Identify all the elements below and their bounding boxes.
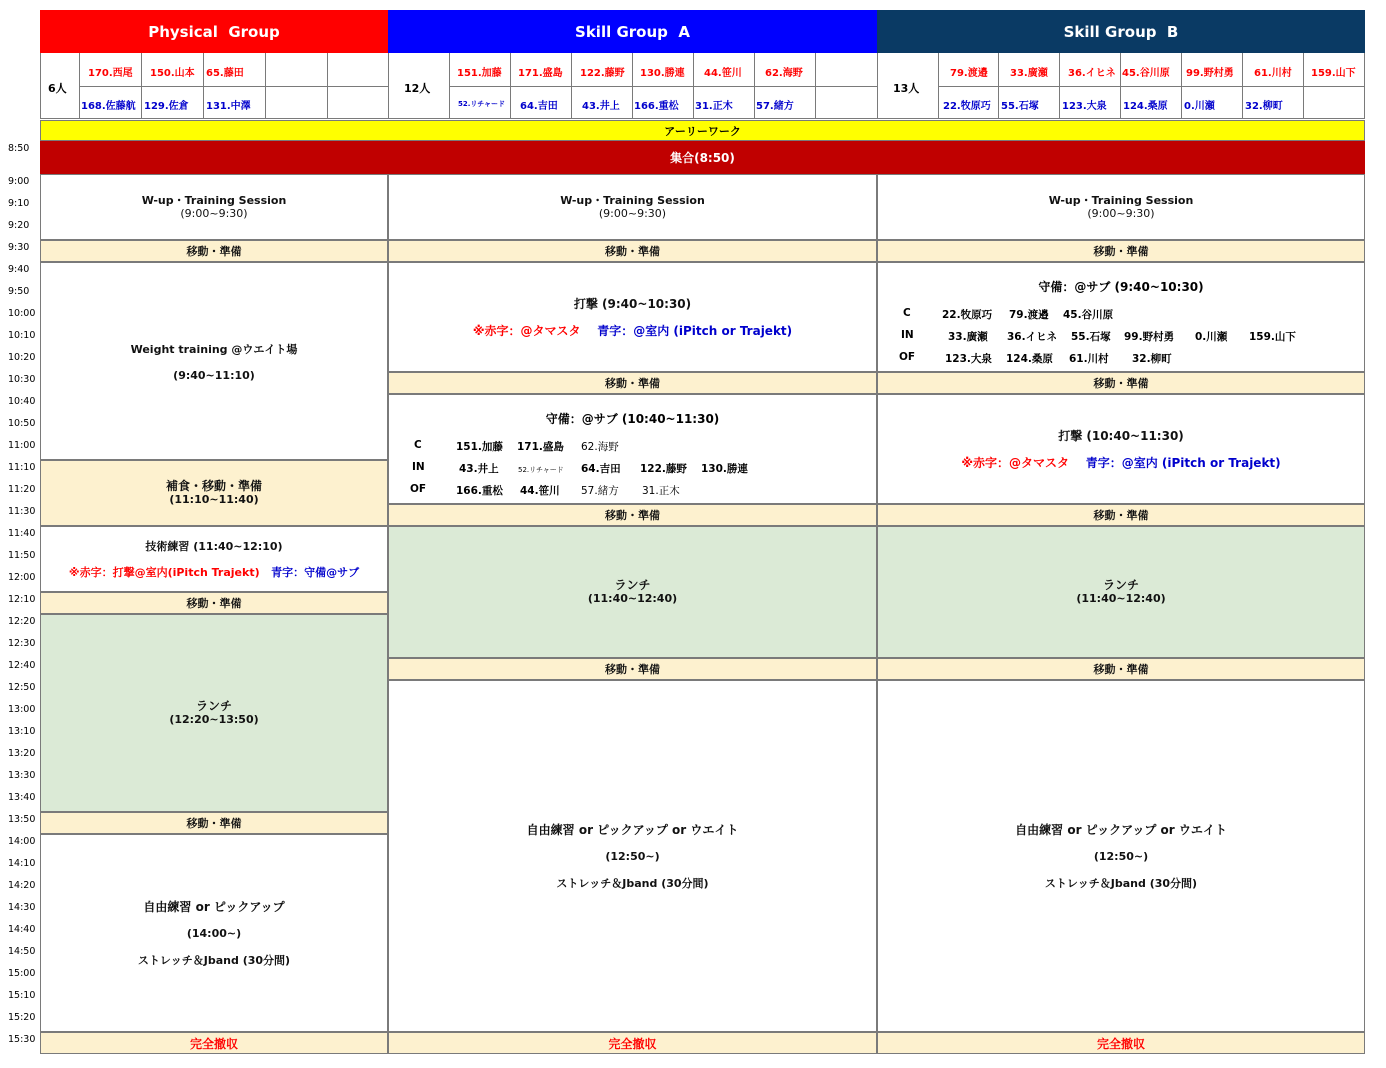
skill-group-a-title: Skill Group A [575,22,690,41]
defense-player: 22.牧原巧 [942,309,993,321]
lunch-time: (11:40~12:40) [587,592,678,605]
defense-player: 99.野村勇 [1124,331,1175,343]
lunch-label: ランチ [614,578,651,592]
time-label: 15:20 [8,1012,36,1023]
roster-divider [938,86,1365,87]
wup-title: W-up・Training Session [1048,194,1194,207]
weight-time: (9:40~11:10) [173,368,255,382]
time-label: 13:50 [8,814,36,825]
time-label: 13:00 [8,704,36,715]
defense-player: 159.山下 [1249,331,1296,343]
free-title: 自由練習 or ピックアップ [143,900,285,914]
time-label: 9:10 [8,198,30,209]
skill-b-defense-block [877,262,1365,372]
skill-group-a-header [388,10,877,53]
roster-name: 44.笹川 [704,68,742,79]
physical-move-prep-3 [40,812,388,834]
roster-col-line [510,53,511,119]
time-label: 12:30 [8,638,36,649]
roster-name: 99.野村勇 [1186,68,1234,79]
roster-name: 32.柳町 [1245,101,1283,112]
roster-name: 129.佐倉 [144,101,189,112]
defense-title: 守備：@サブ (9:40~10:30) [1038,280,1204,294]
tech-note-blue: 青字：守備@サブ [271,566,360,579]
physical-group-header [40,10,388,53]
roster-col-line [327,53,328,119]
roster-name: 166.重松 [634,101,679,112]
time-label: 11:10 [8,462,36,473]
physical-finish-block [40,1032,388,1054]
skill-b-move-prep-1 [877,240,1365,262]
time-label: 14:00 [8,836,36,847]
free-time: (14:00~) [186,927,242,940]
roster-name: 150.山本 [150,68,195,79]
skill-b-finish-block [877,1032,1365,1054]
finish-label: 完全撤収 [189,1036,238,1051]
time-label: 12:20 [8,616,36,627]
move-prep-label: 移動・準備 [1093,377,1149,390]
roster-name: 31.正木 [695,101,733,112]
time-label: 11:50 [8,550,36,561]
roster-col-line [388,53,389,119]
roster-name: 123.大泉 [1062,101,1107,112]
position-label-c: C [903,307,911,319]
time-label: 11:20 [8,484,36,495]
skill-b-wup-block [877,174,1365,240]
physical-tech-block [40,526,388,592]
roster-col-line [938,53,939,119]
tech-note-red: ※赤字：打撃@室内(iPitch Trajekt) [68,566,260,579]
skill-b-move-prep-3 [877,504,1365,526]
time-label: 9:20 [8,220,30,231]
move-prep-label: 移動・準備 [605,245,660,258]
position-label-in: IN [901,329,914,341]
time-label: 10:50 [8,418,36,429]
time-label: 10:00 [8,308,36,319]
roster-col-line [1303,53,1304,119]
finish-label: 完全撤収 [1096,1036,1145,1051]
skill-b-player-count: 13人 [893,82,920,95]
time-label: 9:50 [8,286,30,297]
tech-notes [69,564,359,580]
assembly-label: 集合(8:50) [670,151,735,165]
wup-time: (9:00~9:30) [598,207,667,220]
defense-player: 122.藤野 [640,463,687,475]
physical-lunch-block [40,614,388,812]
roster-name: 36.イヒネ [1068,68,1116,79]
physical-weight-block [40,262,388,460]
roster-col-line [79,53,80,119]
defense-player: 79.渡邉 [1009,309,1049,321]
wup-time: (9:00~9:30) [1087,207,1155,220]
skill-a-defense-block [388,394,877,504]
time-label: 12:00 [8,572,36,583]
batting-note-blue: 青字：@室内 (iPitch or Trajekt) [597,324,793,338]
defense-player: 62.海野 [581,441,619,453]
move-prep-label: 移動・準備 [605,663,660,676]
early-work-label: アーリーワーク [664,124,741,138]
skill-b-batting-block [877,394,1365,504]
roster-col-line [693,53,694,119]
position-label-in: IN [412,461,425,473]
free-time: (12:50~) [605,850,660,863]
roster-name: 55.石塚 [1001,101,1039,112]
free-time: (12:50~) [1093,850,1149,863]
time-label: 14:30 [8,902,36,913]
skill-a-wup-block [388,174,877,240]
snack-title: 補食・移動・準備 [165,479,262,493]
defense-player: 64.吉田 [581,463,621,475]
batting-note-blue: 青字：@室内 (iPitch or Trajekt) [1085,456,1281,470]
skill-b-move-prep-2 [877,372,1365,394]
skill-a-lunch-block [388,526,877,658]
roster-col-line [449,53,450,119]
skill-a-move-prep-1 [388,240,877,262]
roster-name: 124.桑原 [1123,101,1168,112]
roster-name: 122.藤野 [580,68,625,79]
time-label: 11:00 [8,440,36,451]
move-prep-label: 移動・準備 [605,509,660,522]
move-prep-label: 移動・準備 [1093,663,1149,676]
physical-move-prep-2 [40,592,388,614]
roster-name: 131.中澤 [206,101,251,112]
free-title: 自由練習 or ピックアップ or ウエイト [1015,823,1227,837]
time-label: 12:10 [8,594,36,605]
position-label-of: OF [410,483,427,495]
stretch-label: ストレッチ＆Jband (30分間) [1044,877,1198,890]
time-label: 13:20 [8,748,36,759]
roster-name: 171.盛島 [518,68,563,79]
physical-snack-block [40,460,388,526]
skill-group-b-header [877,10,1365,53]
time-label: 14:40 [8,924,36,935]
time-label: 10:10 [8,330,36,341]
roster-name: 33.廣瀬 [1010,68,1048,79]
defense-player: 171.盛島 [517,441,564,453]
move-prep-label: 移動・準備 [186,597,242,610]
skill-a-free-block [388,680,877,1032]
roster-name: 61.川村 [1254,68,1292,79]
defense-player: 166.重松 [456,485,503,497]
skill-a-finish-block [388,1032,877,1054]
time-label: 14:20 [8,880,36,891]
time-label: 9:30 [8,242,30,253]
defense-player: 123.大泉 [945,353,992,365]
physical-free-block [40,834,388,1032]
roster-col-line [877,53,878,119]
skill-a-move-prep-4 [388,658,877,680]
skill-b-move-prep-4 [877,658,1365,680]
defense-player: 31.正木 [642,485,680,497]
time-label: 15:00 [8,968,36,979]
position-label-c: C [414,439,422,451]
lunch-time: (11:40~12:40) [1076,592,1166,605]
move-prep-label: 移動・準備 [1093,245,1149,258]
move-prep-label: 移動・準備 [186,817,242,830]
batting-note-red: ※赤字：@タマスタ [961,456,1069,470]
defense-player: 61.川村 [1069,353,1109,365]
position-label-of: OF [899,351,916,363]
roster-name: 62.海野 [765,68,803,79]
wup-title: W-up・Training Session [141,194,287,207]
roster-col-line [1242,53,1243,119]
defense-player: 130.勝連 [701,463,748,475]
roster-col-line [632,53,633,119]
time-label: 14:50 [8,946,36,957]
roster-name: 170.西尾 [88,68,133,79]
roster-col-line [203,53,204,119]
defense-player: 44.笹川 [520,485,560,497]
time-label: 9:00 [8,176,30,187]
roster-name: 0.川瀬 [1184,101,1215,112]
physical-player-count: 6人 [48,82,67,95]
roster-col-line [998,53,999,119]
weight-title: Weight training @ウエイト場 [130,342,298,356]
skill-b-lunch-block [877,526,1365,658]
time-label: 12:40 [8,660,36,671]
defense-player: 45.谷川原 [1063,309,1114,321]
defense-player: 52.リチャード [518,466,564,474]
defense-player: 124.桑原 [1006,353,1053,365]
roster-name: 22.牧原巧 [943,101,991,112]
time-label: 15:30 [8,1034,36,1045]
stretch-label: ストレッチ＆Jband (30分間) [556,877,709,890]
move-prep-label: 移動・準備 [186,245,242,258]
time-label: 13:10 [8,726,36,737]
time-label: 14:10 [8,858,36,869]
skill-a-move-prep-2 [388,372,877,394]
batting-title: 打撃 (10:40~11:30) [1058,429,1184,443]
time-label: 11:40 [8,528,36,539]
defense-player: 0.川瀬 [1195,331,1228,343]
batting-note-red: ※赤字：@タマスタ [472,324,581,338]
skill-a-player-count: 12人 [404,82,431,95]
time-label: 10:20 [8,352,36,363]
defense-player: 43.井上 [459,463,499,475]
skill-a-move-prep-3 [388,504,877,526]
skill-b-free-block [877,680,1365,1032]
move-prep-label: 移動・準備 [605,377,660,390]
tech-title: 技術練習 (11:40~12:10) [145,540,283,553]
skill-group-b-title: Skill Group B [1063,22,1179,41]
physical-group-title: Physical Group [148,22,280,41]
physical-wup-block [40,174,388,240]
roster-col-line [141,53,142,119]
time-label: 13:30 [8,770,36,781]
time-label: 11:30 [8,506,36,517]
physical-move-prep-1 [40,240,388,262]
roster-col-line [815,53,816,119]
roster-name: 168.佐藤航 [81,101,136,112]
move-prep-label: 移動・準備 [1093,509,1149,522]
time-label: 13:40 [8,792,36,803]
time-label: 8:50 [8,143,30,154]
time-label: 10:30 [8,374,36,385]
defense-player: 55.石塚 [1071,331,1111,343]
lunch-label: ランチ [1102,578,1139,592]
time-label: 10:40 [8,396,36,407]
snack-time: (11:10~11:40) [169,493,259,506]
defense-player: 151.加藤 [456,441,503,453]
stretch-label: ストレッチ＆Jband (30分間) [137,954,291,967]
roster-col-line [265,53,266,119]
batting-notes [473,322,792,339]
defense-player: 36.イヒネ [1007,331,1058,343]
roster-name: 151.加藤 [457,68,502,79]
batting-title: 打撃 (9:40~10:30) [573,297,692,311]
roster-name: 45.谷川原 [1122,68,1170,79]
defense-player: 57.緒方 [581,485,619,497]
roster-name: 64.吉田 [520,101,558,112]
assembly-banner [40,141,1365,174]
time-label: 9:40 [8,264,30,275]
roster-col-line [754,53,755,119]
skill-a-batting-block [388,262,877,372]
roster-name: 65.藤田 [206,68,244,79]
finish-label: 完全撤収 [608,1036,657,1051]
defense-player: 33.廣瀬 [948,331,988,343]
roster-name: 57.緒方 [756,101,794,112]
batting-notes [961,454,1280,471]
roster-name: 130.勝連 [640,68,685,79]
time-label: 12:50 [8,682,36,693]
roster-name: 79.渡邉 [950,68,988,79]
roster-col-line [571,53,572,119]
time-label: 15:10 [8,990,36,1001]
defense-title: 守備：@サブ (10:40~11:30) [545,412,720,426]
roster-divider [79,86,388,87]
roster-divider [449,86,877,87]
roster-name: 43.井上 [582,101,620,112]
lunch-time: (12:20~13:50) [169,713,259,726]
wup-title: W-up・Training Session [560,194,705,207]
roster-name: 52.リチャード [458,100,506,108]
free-title: 自由練習 or ピックアップ or ウエイト [526,823,739,837]
roster-name: 159.山下 [1311,68,1356,79]
roster-col-line [1120,53,1121,119]
early-work-banner [40,120,1365,141]
defense-player: 32.柳町 [1132,353,1172,365]
lunch-label: ランチ [195,699,232,713]
wup-time: (9:00~9:30) [180,207,248,220]
roster-col-line [1181,53,1182,119]
roster-col-line [1059,53,1060,119]
